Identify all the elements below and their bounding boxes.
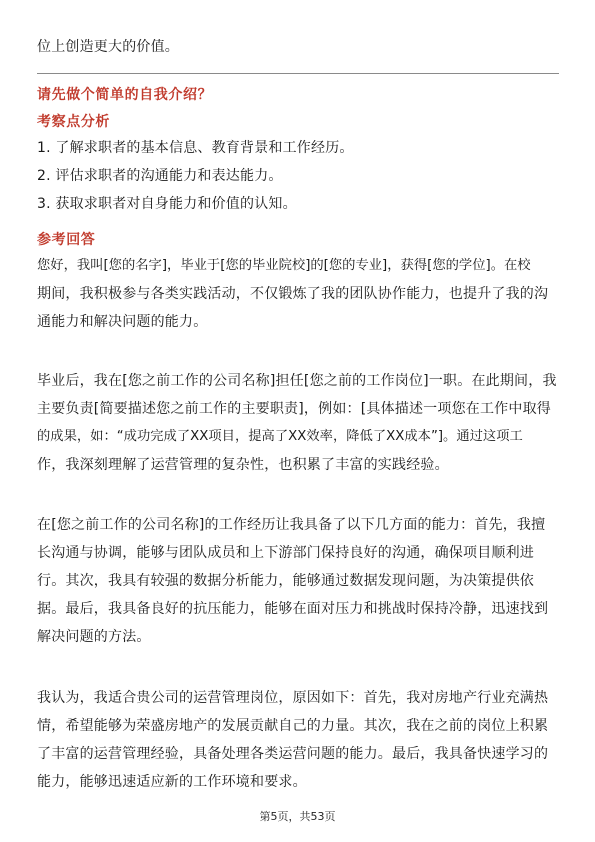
text-line: 了丰富的运营管理经验，具备处理各类运营问题的能力。最后，我具备快速学习的 <box>37 746 549 762</box>
text-line: 作，我深刻理解了运营管理的复杂性，也积累了丰富的实践经验。 <box>37 457 449 473</box>
text-line: 通能力和解决问题的能力。 <box>37 314 208 330</box>
answer-paragraph <box>37 252 559 336</box>
answer-paragraph <box>37 684 559 796</box>
text-line: 据。最后，我具备良好的抗压能力，能够在面对压力和挑战时保持冷静，迅速找到 <box>37 601 549 617</box>
text-line: 能力，能够迅速适应新的工作环境和要求。 <box>37 774 307 790</box>
answer-paragraph <box>37 367 559 479</box>
text-line: 长沟通与协调，能够与团队成员和上下游部门保持良好的沟通，确保项目顺利进 <box>37 545 534 561</box>
text-line: 期间，我积极参与各类实践活动，不仅锻炼了我的团队协作能力，也提升了我的沟 <box>37 286 549 302</box>
text-line: 在[您之前工作的公司名称]的工作经历让我具备了以下几方面的能力：首先，我擅 <box>37 517 546 533</box>
analysis-title: 考察点分析 <box>37 114 110 130</box>
text-line: 主要负责[简要描述您之前工作的主要职责]，例如：[具体描述一项您在工作中取得 <box>37 401 551 417</box>
question-title: 请先做个简单的自我介绍？ <box>37 87 213 103</box>
text-line: 的成果，如：“成功完成了XX项目，提高了XX效率，降低了XX成本”]。通过这项工 <box>37 429 523 444</box>
page-number: 第5页，共53页 <box>259 810 336 823</box>
text-line: 情，希望能够为荣盛房地产的发展贡献自己的力量。其次，我在之前的岗位上积累 <box>37 718 549 734</box>
text-line: 解决问题的方法。 <box>37 629 151 645</box>
section-divider <box>37 73 559 74</box>
text-line: 位上创造更大的价值。 <box>37 39 179 55</box>
answer-paragraph <box>37 511 559 651</box>
analysis-list <box>37 134 559 218</box>
text-line: 您好，我叫[您的名字]，毕业于[您的毕业院校]的[您的专业]，获得[您的学位]。在校 <box>37 258 531 273</box>
analysis-item: 1. 了解求职者的基本信息、教育背景和工作经历。 <box>37 140 354 156</box>
previous-answer-tail <box>37 33 559 61</box>
text-line: 毕业后，我在[您之前工作的公司名称]担任[您之前的工作岗位]一职。在此期间，我 <box>37 373 557 389</box>
answer-title: 参考回答 <box>37 232 96 248</box>
text-line: 我认为，我适合贵公司的运营管理岗位，原因如下：首先，我对房地产行业充满热 <box>37 690 549 706</box>
analysis-item: 3. 获取求职者对自身能力和价值的认知。 <box>37 196 297 212</box>
analysis-item: 2. 评估求职者的沟通能力和表达能力。 <box>37 168 283 184</box>
text-line: 行。其次，我具有较强的数据分析能力，能够通过数据发现问题，为决策提供依 <box>37 573 534 589</box>
